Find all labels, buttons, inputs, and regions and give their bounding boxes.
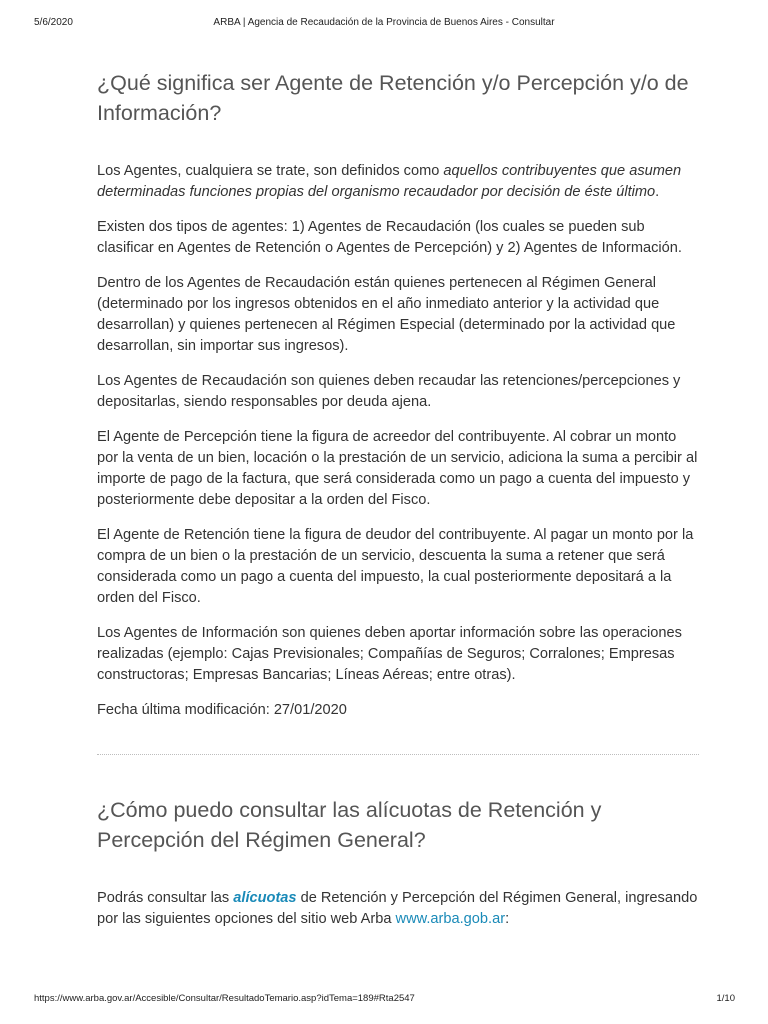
print-page-title: ARBA | Agencia de Recaudación de la Provincia de Buenos Aires - Consultar <box>213 17 555 28</box>
answer-paragraph: Existen dos tipos de agentes: 1) Agentes de Recaudación (los cuales se pueden sub clasificar en Agentes de Retención o Agentes de Percepción) y 2) Agentes de Información. <box>97 219 682 256</box>
answer-paragraph: Dentro de los Agentes de Recaudación están quienes pertenecen al Régimen General (determinado por los ingresos obtenidos en el año inmediato anterior y la actividad que desarrollan) y quienes pertenecen al Régimen Especial (determinado por la actividad que desarrollan, sin importar sus ingresos). <box>97 275 676 354</box>
print-footer <box>0 993 768 1009</box>
last-modified-date: Fecha última modificación: 27/01/2020 <box>97 702 347 718</box>
answer-text: de Retención y Percepción del Régimen General, ingresando por las siguientes opciones del sitio web Arba <box>97 890 698 927</box>
answer-paragraph: Los Agentes de Información son quienes deben aportar información sobre las operaciones realizadas (ejemplo: Cajas Previsionales; Compañías de Seguros; Corralones; Empresas constructoras; Empresas Bancarias; Líneas Aéreas; entre otras). <box>97 625 682 683</box>
faq-item-alicuotas <box>97 795 701 930</box>
print-date: 5/6/2020 <box>34 17 73 28</box>
arba-website-link[interactable]: www.arba.gob.ar <box>395 911 506 927</box>
faq-answer <box>97 888 701 930</box>
print-page-number: 1/10 <box>716 993 735 1004</box>
answer-text: . <box>655 184 660 200</box>
faq-answer <box>97 161 701 721</box>
faq-item-agents <box>97 68 701 721</box>
print-url: https://www.arba.gov.ar/Accesible/Consultar/ResultadoTemario.asp?idTema=189#Rta2547 <box>34 993 415 1004</box>
answer-text: Los Agentes, cualquiera se trate, son definidos como <box>97 163 444 179</box>
answer-paragraph: El Agente de Retención tiene la figura de deudor del contribuyente. Al pagar un monto por la compra de un bien o la prestación de un servicio, descuenta la suma a retener que será considerada como un pago a cuenta del impuesto, la cual posteriormente depositará a la orden del Fisco. <box>97 527 694 606</box>
faq-content <box>97 68 701 930</box>
faq-question: ¿Qué significa ser Agente de Retención y/o Percepción y/o de Información? <box>97 71 689 125</box>
alicuotas-keyword: alícuotas <box>233 890 297 906</box>
answer-paragraph <box>97 161 701 203</box>
section-divider <box>97 754 699 755</box>
answer-text: Podrás consultar las <box>97 890 234 906</box>
answer-paragraph <box>97 888 701 930</box>
answer-emphasis: aquellos contribuyentes que asumen determinadas funciones propias del organismo recaudador por decisión de éste último <box>97 163 682 200</box>
faq-question: ¿Cómo puedo consultar las alícuotas de Retención y Percepción del Régimen General? <box>97 798 602 852</box>
answer-text: : <box>505 911 510 927</box>
print-header <box>0 17 768 33</box>
answer-paragraph: Los Agentes de Recaudación son quienes deben recaudar las retenciones/percepciones y depositarlas, siendo responsables por deuda ajena. <box>97 373 681 410</box>
answer-paragraph: El Agente de Percepción tiene la figura de acreedor del contribuyente. Al cobrar un monto por la venta de un bien, locación o la prestación de un servicio, adiciona la suma a percibir al importe de pago de la factura, que será considerada como un pago a cuenta del impuesto y posteriormente debe depositar a la orden del Fisco. <box>97 429 698 508</box>
